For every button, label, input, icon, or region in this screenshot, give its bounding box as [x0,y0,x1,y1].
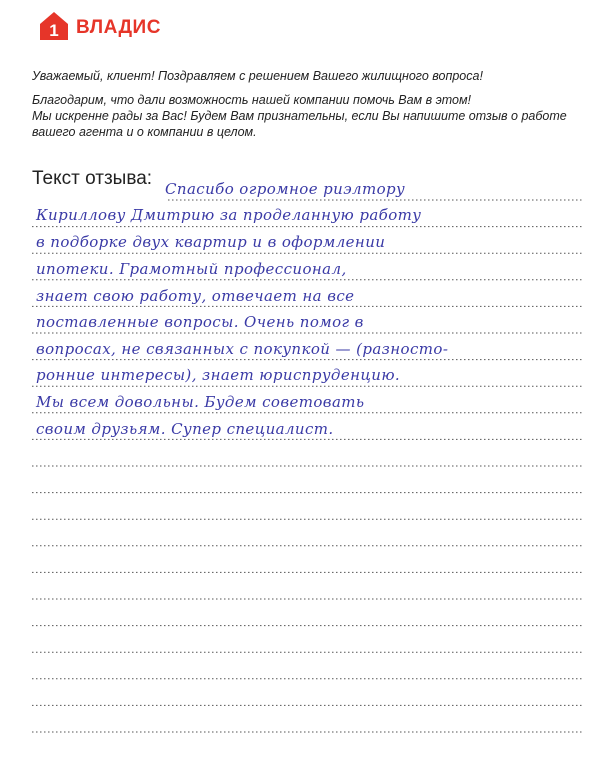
logo-digit: 1 [49,21,59,40]
hw-line-5: знает свою работу, отвечает на все [36,287,355,305]
hw-line-1: Спасибо огромное риэлтору [165,180,406,198]
logo-text: ВЛАДИС [76,17,161,38]
hw-line-4: ипотеки. Грамотный профессионал, [36,260,347,278]
intro-line-1: Уважаемый, клиент! Поздравляем с решением Вашего жилищного вопроса! [32,69,483,83]
intro-line-2: Благодарим, что дали возможность нашей компании помочь Вам в этом! [32,93,472,107]
hw-line-3: в подборке двух квартир и в оформлении [36,233,386,251]
intro-line-3: Мы искренне рады за Вас! Будем Вам признательны, если Вы напишите отзыв о работе [32,109,567,123]
intro-line-4: вашего агента и о компании в целом. [32,125,257,139]
hw-line-6: поставленные вопросы. Очень помог в [36,313,364,331]
review-heading: Текст отзыва: [32,168,153,189]
hw-line-10: своим друзьям. Супер специалист. [36,420,334,438]
hw-line-2: Кириллову Дмитрию за проделанную работу [36,206,422,224]
hw-line-9: Мы всем довольны. Будем советовать [36,393,365,411]
hw-line-7: вопросах, не связанных с покупкой — (разносто- [36,340,449,358]
hw-line-8: ронние интересы), знает юриспруденцию. [36,366,401,384]
